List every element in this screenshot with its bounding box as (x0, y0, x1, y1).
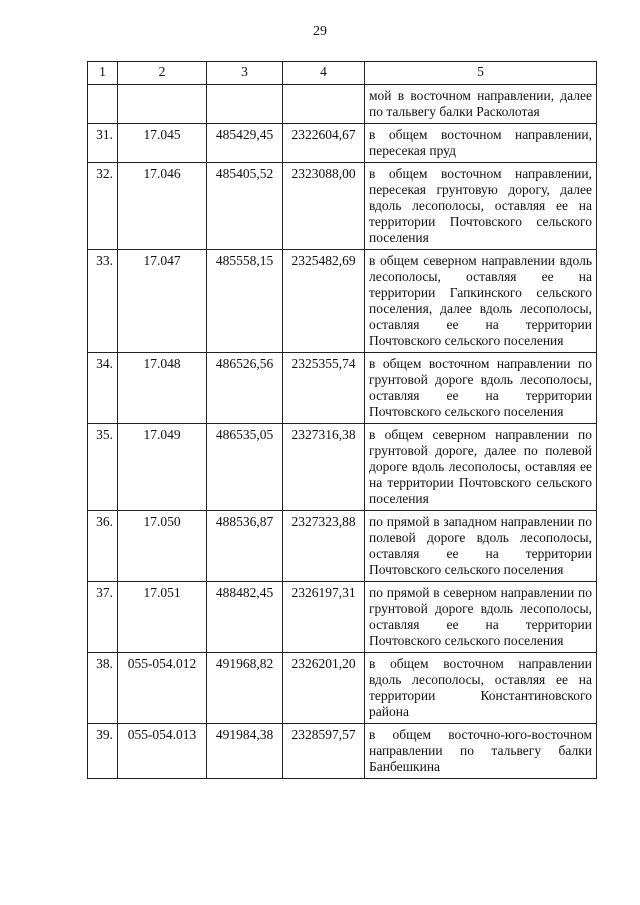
column-header: 1 (88, 62, 118, 85)
description-cell: в общем восточном направлении по грунтовой дороге вдоль лесополосы, оставляя ее на территории Почтовского сельского поселения (365, 353, 597, 424)
table-row (88, 653, 597, 724)
y-coordinate-cell: 2326201,20 (283, 653, 365, 724)
table-row (88, 724, 597, 779)
point-code-cell: 055-054.012 (118, 653, 207, 724)
description-cell: в общем восточном направлении, пересекая грунтовую дорогу, далее вдоль лесополосы, оставляя ее на территории Почтовского сельского поселения (365, 163, 597, 250)
x-coordinate-cell (207, 85, 283, 124)
table-row (88, 85, 597, 124)
point-code-cell: 17.049 (118, 424, 207, 511)
point-number-cell: 35. (88, 424, 118, 511)
x-coordinate-cell: 486526,56 (207, 353, 283, 424)
point-code-cell: 17.046 (118, 163, 207, 250)
y-coordinate-cell: 2322604,67 (283, 124, 365, 163)
page-number: 29 (313, 24, 327, 39)
description-cell: в общем северном направлении вдоль лесополосы, оставляя ее на территории Гапкинского сельского поселения, далее вдоль лесополосы, оставляя ее на территории Почтовского сельского поселения (365, 250, 597, 353)
x-coordinate-cell: 485429,45 (207, 124, 283, 163)
y-coordinate-cell: 2327316,38 (283, 424, 365, 511)
x-coordinate-cell: 485558,15 (207, 250, 283, 353)
x-coordinate-cell: 488482,45 (207, 582, 283, 653)
table-row (88, 124, 597, 163)
table-row (88, 511, 597, 582)
column-header: 3 (207, 62, 283, 85)
point-code-cell: 17.045 (118, 124, 207, 163)
description-cell: в общем северном направлении по грунтовой дороге, далее по полевой дороге вдоль лесополосы, оставляя ее на территории Почтовского сельского поселения (365, 424, 597, 511)
x-coordinate-cell: 491968,82 (207, 653, 283, 724)
point-number-cell: 34. (88, 353, 118, 424)
point-number-cell: 32. (88, 163, 118, 250)
column-header: 5 (365, 62, 597, 85)
description-cell: по прямой в западном направлении по полевой дороге вдоль лесополосы, оставляя ее на территории Почтовского сельского поселения (365, 511, 597, 582)
table-header-row (88, 62, 597, 85)
point-number-cell: 36. (88, 511, 118, 582)
x-coordinate-cell: 486535,05 (207, 424, 283, 511)
description-cell: в общем восточно-юго-восточном направлении по тальвегу балки Банбешкина (365, 724, 597, 779)
point-number-cell: 31. (88, 124, 118, 163)
point-code-cell (118, 85, 207, 124)
table-row (88, 582, 597, 653)
x-coordinate-cell: 485405,52 (207, 163, 283, 250)
description-cell: в общем восточном направлении, пересекая пруд (365, 124, 597, 163)
point-number-cell: 37. (88, 582, 118, 653)
table-row (88, 163, 597, 250)
column-header: 2 (118, 62, 207, 85)
point-number-cell: 33. (88, 250, 118, 353)
y-coordinate-cell (283, 85, 365, 124)
point-code-cell: 17.048 (118, 353, 207, 424)
y-coordinate-cell: 2326197,31 (283, 582, 365, 653)
description-cell: мой в восточном направлении, далее по тальвегу балки Расколотая (365, 85, 597, 124)
table-row (88, 353, 597, 424)
table-row (88, 424, 597, 511)
y-coordinate-cell: 2327323,88 (283, 511, 365, 582)
table-row (88, 250, 597, 353)
description-cell: по прямой в северном направлении по грунтовой дороге вдоль лесополосы, оставляя ее на территории Почтовского сельского поселения (365, 582, 597, 653)
y-coordinate-cell: 2325482,69 (283, 250, 365, 353)
boundary-table (87, 61, 597, 779)
x-coordinate-cell: 491984,38 (207, 724, 283, 779)
column-header: 4 (283, 62, 365, 85)
point-code-cell: 17.047 (118, 250, 207, 353)
description-cell: в общем восточном направлении вдоль лесополосы, оставляя ее на территории Константиновского района (365, 653, 597, 724)
y-coordinate-cell: 2328597,57 (283, 724, 365, 779)
point-number-cell (88, 85, 118, 124)
point-code-cell: 055-054.013 (118, 724, 207, 779)
point-number-cell: 38. (88, 653, 118, 724)
y-coordinate-cell: 2325355,74 (283, 353, 365, 424)
x-coordinate-cell: 488536,87 (207, 511, 283, 582)
point-number-cell: 39. (88, 724, 118, 779)
y-coordinate-cell: 2323088,00 (283, 163, 365, 250)
point-code-cell: 17.050 (118, 511, 207, 582)
point-code-cell: 17.051 (118, 582, 207, 653)
